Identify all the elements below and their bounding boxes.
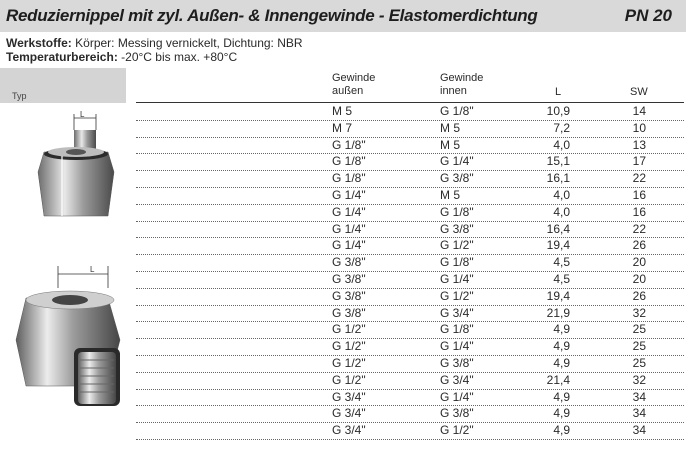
cell-outer-thread: G 3/8" — [332, 288, 366, 303]
cell-length: 4,0 — [553, 187, 570, 202]
table-row — [136, 238, 684, 255]
cell-outer-thread: G 3/4" — [332, 389, 366, 404]
table-row — [136, 406, 684, 423]
cell-length: 4,9 — [553, 389, 570, 404]
header-wrench-size: SW — [630, 86, 648, 98]
header-inner-line1: Gewinde — [440, 72, 484, 84]
cell-outer-thread: G 3/8" — [332, 255, 366, 270]
cell-wrench-size: 14 — [632, 104, 646, 118]
table-row — [136, 188, 684, 205]
cell-length: 21,9 — [546, 305, 570, 320]
cell-outer-thread: G 3/8" — [332, 271, 366, 286]
header-divider — [136, 102, 684, 103]
cell-wrench-size: 32 — [632, 305, 646, 320]
cell-outer-thread: G 1/4" — [332, 204, 366, 219]
pressure-rating: PN 20 — [624, 6, 672, 25]
cell-inner-thread: G 1/8" — [440, 104, 474, 118]
cell-inner-thread: G 3/8" — [440, 355, 474, 370]
cell-outer-thread: G 1/8" — [332, 137, 366, 152]
table-row — [136, 138, 684, 155]
cell-length: 10,9 — [546, 104, 570, 118]
fitting-small-image — [14, 108, 120, 226]
cell-outer-thread: G 1/4" — [332, 221, 366, 236]
table-row — [136, 205, 684, 222]
table-row — [136, 104, 684, 121]
cell-outer-thread: M 7 — [332, 120, 353, 135]
cell-wrench-size: 17 — [632, 154, 646, 169]
cell-wrench-size: 25 — [632, 322, 646, 337]
cell-inner-thread: G 1/4" — [440, 389, 474, 404]
cell-wrench-size: 16 — [632, 187, 646, 202]
table-row — [136, 255, 684, 272]
cell-wrench-size: 13 — [632, 137, 646, 152]
cell-inner-thread: G 3/8" — [440, 406, 474, 421]
table-row — [136, 390, 684, 407]
cell-outer-thread: G 1/2" — [332, 339, 366, 354]
table-row — [136, 423, 684, 440]
cell-inner-thread: G 1/4" — [440, 339, 474, 354]
cell-length: 4,9 — [553, 339, 570, 354]
materials-value: Körper: Messing vernickelt, Dichtung: NBR — [75, 36, 303, 50]
cell-length: 4,9 — [553, 322, 570, 337]
cell-inner-thread: G 1/8" — [440, 322, 474, 337]
dim-label-l-small: L — [80, 110, 85, 119]
specs-block — [6, 36, 303, 64]
cell-wrench-size: 25 — [632, 339, 646, 354]
table-row — [136, 373, 684, 390]
cell-length: 19,4 — [546, 238, 570, 253]
cell-outer-thread: G 1/2" — [332, 355, 366, 370]
cell-outer-thread: M 5 — [332, 104, 353, 118]
cell-inner-thread: G 1/2" — [440, 288, 474, 303]
header-outer-line1: Gewinde — [332, 72, 376, 84]
header-length: L — [555, 86, 562, 98]
header-inner-line2: innen — [440, 85, 467, 97]
cell-outer-thread: G 1/4" — [332, 187, 366, 202]
cell-outer-thread: G 3/4" — [332, 423, 366, 438]
cell-outer-thread: G 3/4" — [332, 406, 366, 421]
table-body — [136, 104, 684, 440]
cell-wrench-size: 32 — [632, 372, 646, 387]
cell-wrench-size: 34 — [632, 423, 646, 438]
header-inner-thread — [440, 72, 483, 98]
cell-length: 4,0 — [553, 137, 570, 152]
typ-header-box — [0, 68, 126, 103]
cell-inner-thread: M 5 — [440, 137, 461, 152]
cell-length: 4,9 — [553, 355, 570, 370]
cell-wrench-size: 26 — [632, 288, 646, 303]
cell-wrench-size: 10 — [632, 120, 646, 135]
cell-inner-thread: M 5 — [440, 187, 461, 202]
cell-inner-thread: G 1/2" — [440, 238, 474, 253]
cell-wrench-size: 20 — [632, 255, 646, 270]
page-title: Reduziernippel mit zyl. Außen- & Innengewinde - Elastomerdichtung — [6, 6, 538, 25]
table-row — [136, 306, 684, 323]
table-row — [136, 322, 684, 339]
cell-outer-thread: G 1/8" — [332, 154, 366, 169]
table-row — [136, 154, 684, 171]
cell-length: 15,1 — [546, 154, 570, 169]
cell-length: 4,5 — [553, 255, 570, 270]
temperature-value: -20°C bis max. +80°C — [121, 50, 238, 64]
cell-length: 21,4 — [546, 372, 570, 387]
cell-inner-thread: G 1/4" — [440, 271, 474, 286]
cell-outer-thread: G 3/8" — [332, 305, 366, 320]
cell-inner-thread: G 3/8" — [440, 171, 474, 186]
table-row — [136, 289, 684, 306]
cell-length: 16,4 — [546, 221, 570, 236]
cell-inner-thread: G 1/8" — [440, 204, 474, 219]
cell-wrench-size: 16 — [632, 204, 646, 219]
cell-wrench-size: 34 — [632, 406, 646, 421]
cell-wrench-size: 22 — [632, 221, 646, 236]
cell-length: 4,9 — [553, 423, 570, 438]
table-row — [136, 356, 684, 373]
cell-length: 16,1 — [546, 171, 570, 186]
cell-length: 19,4 — [546, 288, 570, 303]
cell-outer-thread: G 1/2" — [332, 322, 366, 337]
temperature-line — [6, 50, 303, 64]
title-bar — [0, 0, 686, 32]
cell-wrench-size: 22 — [632, 171, 646, 186]
cell-outer-thread: G 1/4" — [332, 238, 366, 253]
fitting-large-image — [8, 262, 132, 418]
cell-outer-thread: G 1/2" — [332, 372, 366, 387]
header-outer-thread — [332, 72, 375, 98]
header-outer-line2: außen — [332, 85, 364, 97]
temperature-label: Temperaturbereich: — [6, 50, 118, 64]
table-row — [136, 222, 684, 239]
cell-inner-thread: M 5 — [440, 120, 461, 135]
dim-label-l-large: L — [90, 265, 95, 274]
cell-outer-thread: G 1/8" — [332, 171, 366, 186]
cell-inner-thread: G 1/4" — [440, 154, 474, 169]
cell-length: 7,2 — [553, 120, 570, 135]
table-row — [136, 272, 684, 289]
cell-inner-thread: G 1/8" — [440, 255, 474, 270]
cell-inner-thread: G 1/2" — [440, 423, 474, 438]
cell-wrench-size: 20 — [632, 271, 646, 286]
materials-line — [6, 36, 303, 50]
cell-wrench-size: 26 — [632, 238, 646, 253]
materials-label: Werkstoffe: — [6, 36, 72, 50]
cell-length: 4,0 — [553, 204, 570, 219]
table-row — [136, 171, 684, 188]
cell-wrench-size: 34 — [632, 389, 646, 404]
cell-length: 4,5 — [553, 271, 570, 286]
cell-length: 4,9 — [553, 406, 570, 421]
table-row — [136, 339, 684, 356]
cell-inner-thread: G 3/8" — [440, 221, 474, 236]
table-row — [136, 121, 684, 138]
typ-label: Typ — [12, 91, 27, 101]
cell-wrench-size: 25 — [632, 355, 646, 370]
cell-inner-thread: G 3/4" — [440, 305, 474, 320]
cell-inner-thread: G 3/4" — [440, 372, 474, 387]
